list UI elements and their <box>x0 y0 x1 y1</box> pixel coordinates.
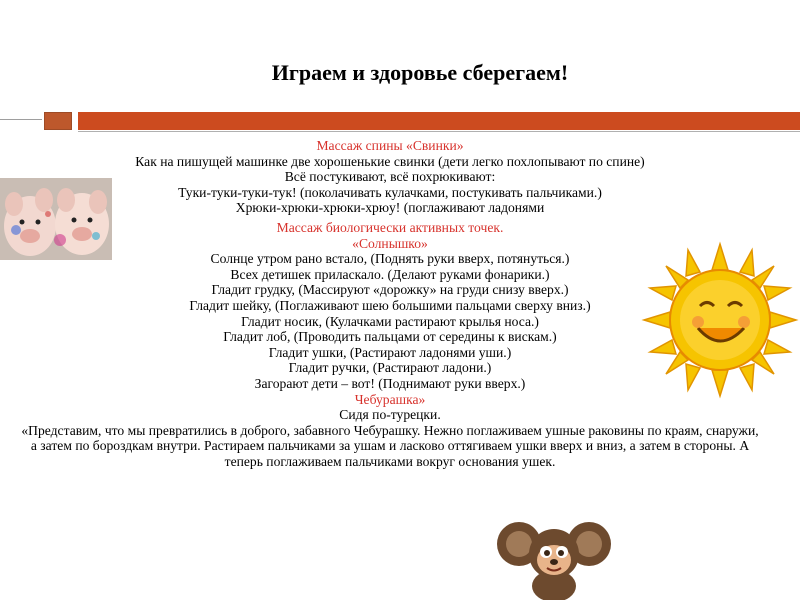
spine-massage-heading: Массаж спины «Свинки» <box>316 138 464 153</box>
cheburashka-heading: Чебурашка» <box>354 391 426 407</box>
header-accent-band <box>78 112 800 130</box>
points-massage-line: Загорают дети – вот! (Поднимают руки вверх.) <box>254 375 526 391</box>
slide-content <box>10 138 770 469</box>
slide-title: Играем и здоровье сберегаем! <box>271 60 569 85</box>
spine-massage-line: Хрюки-хрюки-хрюки-хрюу! (поглаживают ладонями <box>235 200 545 216</box>
points-massage-line: Гладит ручки, (Растирают ладони.) <box>288 360 492 376</box>
points-massage-subheading: «Солнышко» <box>352 235 428 251</box>
points-massage-heading: Массаж биологически активных точек. <box>276 219 504 235</box>
header-rule-right <box>78 131 800 132</box>
header-rule-left <box>0 119 42 120</box>
points-massage-line: Гладит грудку, (Массируют «дорожку» на груди снизу вверх.) <box>211 282 569 298</box>
cheburashka-image <box>495 510 613 600</box>
points-massage-line: Гладит ушки, (Растирают ладонями уши.) <box>268 344 512 360</box>
points-massage-line: Всех детишек приласкало. (Делают руками фонарики.) <box>230 266 550 282</box>
points-massage-line: Гладит носик, (Кулачками растирают крылья носа.) <box>241 313 539 329</box>
spine-massage-line: Туки-туки-туки-тук! (поколачивать кулачками, постукивать пальчиками.) <box>178 184 602 200</box>
cheburashka-pose: Сидя по-турецки. <box>339 407 441 423</box>
points-massage-line: Гладит лоб, (Проводить пальцами от середины к вискам.) <box>223 329 557 345</box>
points-massage-line: Солнце утром рано встало, (Поднять руки вверх, потянуться.) <box>210 251 570 267</box>
header-accent-square <box>44 112 72 130</box>
spine-massage-line: Всё постукивают, всё похрюкивают: <box>284 169 496 185</box>
spine-massage-line: Как на пишущей машинке две хорошенькие свинки (дети легко похлопывают по спине) <box>135 153 645 169</box>
points-massage-line: Гладит шейку, (Поглаживают шею большими пальцами сверху вниз.) <box>189 297 591 313</box>
cheburashka-paragraph: «Представим, что мы превратились в доброго, забавного Чебурашку. Нежно поглаживаем ушные раковины по краям, снаружи, а затем по бороздкам внутри. Растираем пальчиками за ушам и ласково оттягиваем ушки вверх и вниз, а затем в стороны. А теперь поглаживаем пальчиками вокруг основания ушек. <box>21 422 759 469</box>
